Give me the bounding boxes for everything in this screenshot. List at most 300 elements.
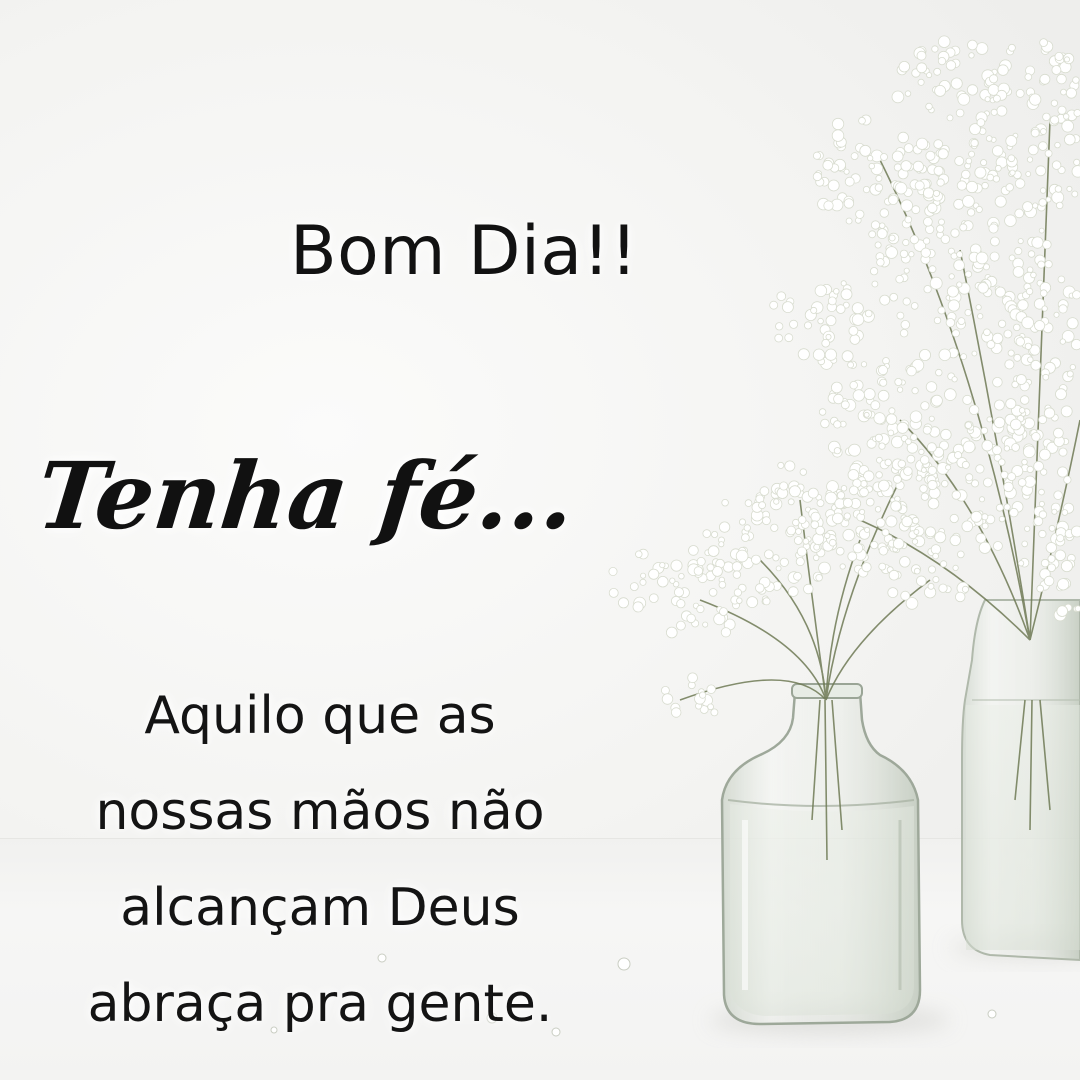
blossom [926, 151, 935, 160]
blossom [703, 530, 711, 538]
blossom [804, 584, 814, 594]
blossom [904, 144, 913, 153]
blossom [1044, 408, 1054, 418]
blossom [914, 529, 919, 534]
blossom [958, 93, 970, 105]
message-line: alcançam Deus [120, 878, 520, 938]
blossom [946, 465, 951, 470]
blossom [916, 475, 922, 481]
blossom [899, 61, 910, 72]
blossom [948, 300, 959, 311]
blossom [1040, 188, 1046, 194]
blossom [963, 441, 975, 453]
blossom [880, 379, 887, 386]
blossom [927, 73, 932, 78]
blossom [875, 242, 881, 248]
blossom [707, 685, 716, 694]
blossom [947, 115, 953, 121]
blossom [1006, 399, 1016, 409]
blossom [1030, 94, 1041, 105]
blossom [879, 443, 885, 449]
blossom [798, 516, 806, 524]
blossom [785, 334, 793, 342]
blossom [957, 282, 962, 287]
blossom [928, 566, 935, 573]
blossom [849, 444, 861, 456]
blossom [994, 417, 1005, 428]
blossom [697, 557, 705, 565]
blossom [815, 285, 827, 297]
blossom [881, 154, 888, 161]
blossom [993, 176, 999, 182]
blossom [949, 274, 954, 279]
blossom [842, 351, 853, 362]
blossom [1052, 509, 1057, 514]
blossom [817, 500, 824, 507]
blossom [955, 592, 965, 602]
blossom [991, 109, 997, 115]
blossom [963, 395, 972, 404]
blossom [1052, 192, 1064, 204]
blossom [719, 522, 729, 532]
blossom [1013, 267, 1024, 278]
blossom [840, 564, 845, 569]
blossom [999, 459, 1006, 466]
blossom [904, 268, 909, 273]
blossom [1057, 74, 1067, 84]
blossom [965, 309, 971, 315]
blossom [901, 200, 913, 212]
blossom [982, 514, 988, 520]
blossom [928, 203, 938, 213]
blossom [979, 497, 984, 502]
blossom [897, 422, 908, 433]
blossom [954, 452, 961, 459]
blossom [1022, 317, 1034, 329]
blossom [1025, 526, 1030, 531]
blossom [952, 330, 959, 337]
blossom [1039, 228, 1044, 233]
blossom [1035, 321, 1045, 331]
blossom [834, 394, 844, 404]
blossom [828, 297, 836, 305]
blossom [1056, 202, 1063, 209]
blossom [895, 182, 907, 194]
blossom [796, 529, 802, 535]
blossom [848, 552, 857, 561]
blossom [609, 567, 617, 575]
blossom [960, 224, 967, 231]
blossom [834, 421, 841, 428]
blossom [995, 196, 1006, 207]
blossom [1033, 203, 1038, 208]
blossom [688, 673, 698, 683]
back-vase [962, 600, 1080, 960]
blossom [950, 514, 958, 522]
blossom [911, 434, 918, 441]
blossom [770, 301, 778, 309]
blossom [1055, 52, 1063, 60]
blossom [933, 576, 939, 582]
blossom [1032, 237, 1043, 248]
blossom [708, 546, 719, 557]
blossom [733, 571, 741, 579]
blossom [896, 275, 904, 283]
blossom [1057, 606, 1068, 617]
blossom [935, 85, 946, 96]
blossom [921, 468, 926, 473]
blossom [1045, 150, 1052, 157]
blossom [940, 561, 946, 567]
blossom [1039, 449, 1050, 460]
blossom [869, 163, 875, 169]
blossom [914, 568, 920, 574]
blossom [982, 440, 993, 451]
blossom [844, 199, 854, 209]
blossom [938, 307, 945, 314]
blossom [946, 318, 955, 327]
blossom [1010, 508, 1019, 517]
blossom [778, 462, 784, 468]
blossom [958, 318, 965, 325]
blossom [756, 584, 765, 593]
blossom [1064, 57, 1069, 62]
blossom [968, 40, 978, 50]
blossom [797, 547, 806, 556]
blossom [819, 409, 826, 416]
blossom [848, 470, 859, 481]
blossom [936, 369, 943, 376]
blossom [776, 323, 783, 330]
blossom [976, 533, 986, 543]
blossom [843, 529, 855, 541]
blossom [966, 474, 973, 481]
blossom [938, 149, 948, 159]
blossom [649, 594, 658, 603]
blossom [1018, 561, 1023, 566]
blossom [822, 339, 830, 347]
blossom [1054, 312, 1059, 317]
blossom [804, 322, 811, 329]
blossom [618, 598, 628, 608]
blossom [1004, 330, 1012, 338]
blossom [861, 362, 866, 367]
blossom [660, 562, 665, 567]
blossom [1040, 290, 1047, 297]
blossom [929, 266, 936, 273]
blossom [834, 448, 840, 454]
blossom [989, 224, 998, 233]
blossom [732, 562, 742, 572]
blossom [920, 485, 928, 493]
blossom [871, 541, 878, 548]
blossom [852, 314, 864, 326]
blossom [907, 366, 917, 376]
blossom [962, 586, 968, 592]
blossom [864, 389, 875, 400]
blossom [962, 521, 973, 532]
blossom [1060, 339, 1065, 344]
blossom [694, 567, 703, 576]
blossom [719, 581, 726, 588]
blossom [1010, 170, 1015, 175]
blossom [640, 579, 646, 585]
blossom [1072, 166, 1080, 178]
blossom [1025, 343, 1031, 349]
blossom [711, 709, 718, 716]
blossom [906, 439, 912, 445]
blossom [923, 238, 929, 244]
blossom [789, 486, 800, 497]
blossom [1034, 461, 1044, 471]
blossom [850, 335, 860, 345]
blossom [912, 517, 919, 524]
blossom [990, 237, 999, 246]
blossom [935, 532, 946, 543]
blossom [785, 461, 795, 471]
blossom [909, 252, 914, 257]
blossom [895, 378, 902, 385]
blossom [777, 292, 786, 301]
blossom [1008, 350, 1014, 356]
blossom [870, 268, 877, 275]
blossom [941, 235, 950, 244]
blossom [846, 218, 852, 224]
blossom [992, 146, 1003, 157]
blossom [995, 165, 1001, 171]
blossom [876, 175, 882, 181]
blossom [1008, 44, 1015, 51]
blossom [823, 160, 833, 170]
blossom [1045, 261, 1052, 268]
blossom [843, 498, 852, 507]
blossom [928, 498, 939, 509]
blossom [905, 91, 911, 97]
blossom [978, 314, 983, 319]
blossom [670, 578, 675, 583]
blossom [814, 544, 820, 550]
blossom [911, 303, 918, 310]
blossom [942, 480, 949, 487]
blossom [921, 493, 928, 500]
blossom [829, 539, 836, 546]
blossom [1008, 155, 1015, 162]
blossom [1039, 416, 1047, 424]
blossom [1022, 459, 1028, 465]
blossom [998, 320, 1005, 327]
blossom [712, 531, 718, 537]
blossom [907, 455, 915, 463]
blossom [719, 542, 724, 547]
blossom [903, 239, 909, 245]
blossom [951, 229, 959, 237]
blossom [788, 587, 798, 597]
blossom [879, 547, 888, 556]
blossom [831, 382, 842, 393]
blossom [813, 152, 820, 159]
blossom [877, 259, 885, 267]
blossom [952, 377, 957, 382]
blossom [848, 362, 854, 368]
blossom [931, 395, 942, 406]
blossom [939, 584, 947, 592]
blossom [860, 509, 865, 514]
blossom [984, 329, 991, 336]
blossom [923, 426, 931, 434]
blossom [1066, 88, 1076, 98]
blossom [679, 573, 685, 579]
blossom [934, 68, 941, 75]
blossom [808, 488, 818, 498]
blossom [773, 555, 779, 561]
blossom [900, 250, 908, 258]
message-line: Aquilo que as [144, 686, 496, 746]
blossom [875, 434, 882, 441]
blossom [687, 614, 696, 623]
blossom [776, 566, 781, 571]
blossom [957, 551, 964, 558]
blossom [933, 190, 939, 196]
blossom [981, 427, 988, 434]
blossom [782, 302, 793, 313]
blossom [1055, 142, 1061, 148]
blossom [1031, 129, 1039, 137]
blossom [1040, 129, 1046, 135]
blossom [699, 692, 705, 698]
blossom [764, 550, 773, 559]
blossom [1072, 291, 1080, 299]
blossom [878, 480, 889, 491]
blossom [816, 574, 823, 581]
blossom [775, 334, 783, 342]
blossom [900, 557, 911, 568]
blossom [759, 502, 766, 509]
blossom [787, 526, 796, 535]
blossom [849, 326, 858, 335]
blossom [1014, 324, 1021, 331]
blossom [917, 51, 926, 60]
blossom [633, 602, 643, 612]
blossom [1026, 172, 1031, 177]
blossom [863, 186, 869, 192]
blossom [1012, 444, 1020, 452]
blossom [927, 443, 936, 452]
blossom [918, 79, 924, 85]
blossom [674, 588, 683, 597]
blossom [862, 563, 871, 572]
blossom [921, 402, 929, 410]
blossom [1064, 476, 1071, 483]
blossom [790, 320, 798, 328]
blossom [976, 206, 982, 212]
blossom [930, 277, 942, 289]
blossom [993, 446, 1002, 455]
blossom [962, 170, 971, 179]
blossom [671, 708, 681, 718]
blossom [905, 216, 912, 223]
blossom [893, 475, 901, 483]
blossom [1071, 339, 1080, 349]
blossom [947, 286, 958, 297]
blossom [946, 61, 956, 71]
blossom [932, 46, 938, 52]
blossom [844, 513, 850, 519]
blossom [994, 400, 1004, 410]
blossom [819, 562, 831, 574]
blossom [1048, 564, 1056, 572]
blossom [955, 157, 964, 166]
blossom [892, 151, 903, 162]
blossom [1072, 191, 1078, 197]
blossom [763, 598, 770, 605]
blossom [886, 247, 898, 259]
message-line: nossas mãos não [95, 782, 545, 842]
blossom [707, 564, 714, 571]
blossom [869, 231, 876, 238]
blossom [967, 85, 977, 95]
blossom [939, 349, 951, 361]
blossom [1023, 202, 1033, 212]
blossom [969, 151, 975, 157]
blossom [1041, 559, 1049, 567]
blossom [926, 103, 933, 110]
blossom [658, 576, 669, 587]
blossom [1061, 406, 1072, 417]
blossom [1052, 161, 1061, 170]
blossom [961, 354, 967, 360]
blossom [745, 500, 752, 507]
blossom [893, 538, 904, 549]
blossom [1048, 555, 1055, 562]
blossom [709, 589, 717, 597]
blossom [969, 405, 979, 415]
blossom [1040, 74, 1050, 84]
blossom [834, 289, 840, 295]
blossom [1038, 261, 1045, 268]
blossom [963, 196, 975, 208]
blossom [977, 119, 985, 127]
blossom [1042, 306, 1047, 311]
blossom [811, 307, 817, 313]
blossom [1067, 318, 1078, 329]
blossom [1026, 288, 1032, 294]
blossom [938, 57, 945, 64]
blossom [1039, 489, 1045, 495]
blossom [1034, 517, 1043, 526]
blossom [821, 419, 830, 428]
blossom [832, 513, 843, 524]
blossom [1074, 110, 1080, 117]
blossom [1046, 197, 1051, 202]
blossom [929, 416, 934, 421]
blossom [868, 156, 873, 161]
blossom [901, 320, 910, 329]
blossom [972, 351, 977, 356]
blossom [811, 521, 819, 529]
blossom [879, 223, 885, 229]
blossom [837, 492, 844, 499]
blossom [1004, 504, 1010, 510]
greeting-title: Bom Dia!! [290, 212, 639, 291]
blossom [1015, 179, 1025, 189]
blossom [1058, 579, 1069, 590]
blossom [737, 598, 743, 604]
blossom [1015, 248, 1022, 255]
blossom [1064, 134, 1075, 145]
blossom [916, 576, 926, 586]
blossom [734, 589, 741, 596]
blossom [780, 482, 788, 490]
